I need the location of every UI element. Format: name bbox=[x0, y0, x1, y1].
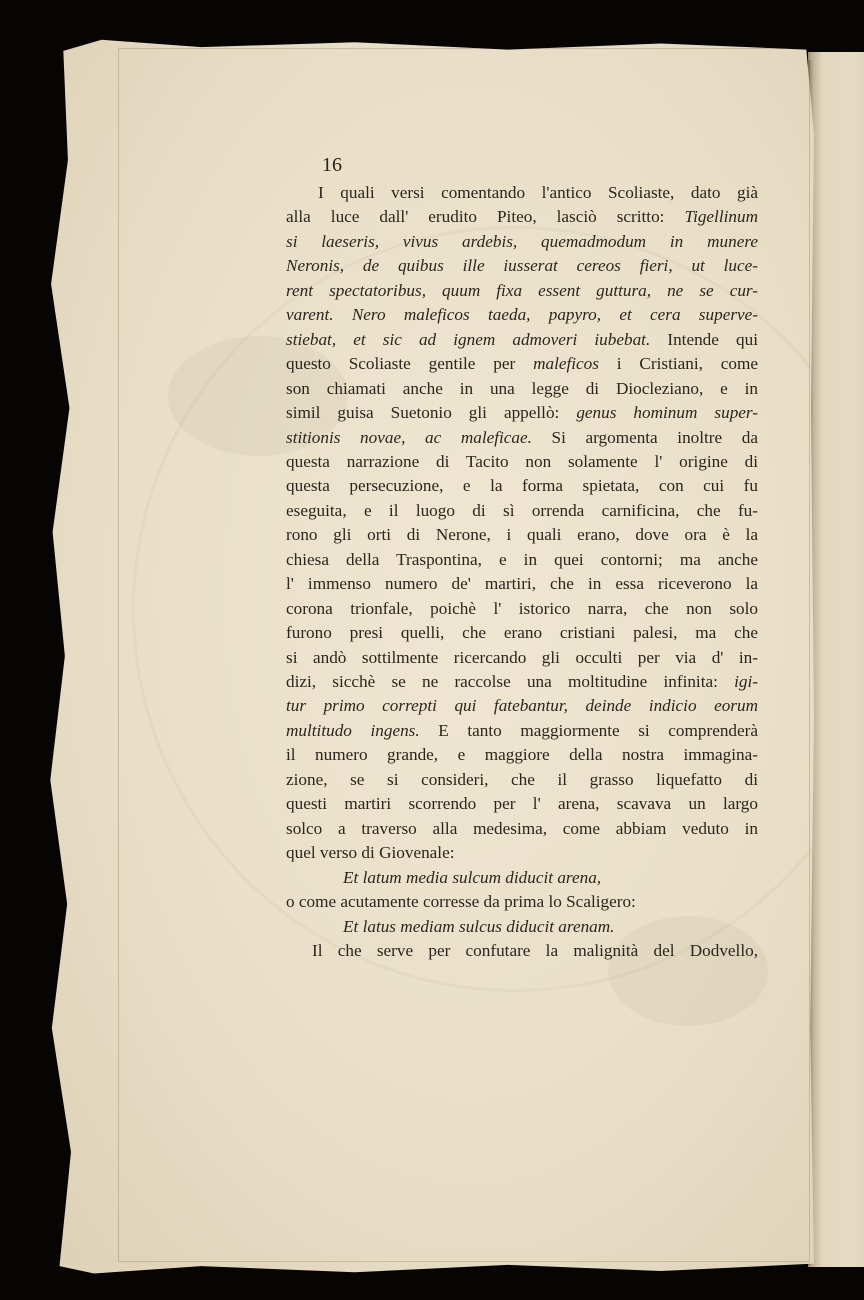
roman-text: Intende qui bbox=[650, 329, 758, 349]
text-line bbox=[286, 279, 758, 303]
roman-text: il numero grande, e maggiore della nostra immagina- bbox=[286, 745, 758, 765]
roman-text: Il che serve per confutare la malignità del Dodvello, bbox=[312, 940, 758, 960]
text-line bbox=[286, 548, 758, 572]
roman-text: l' immenso numero de' martiri, che in essa riceverono la bbox=[286, 574, 758, 594]
roman-text: i Cristiani, come bbox=[598, 354, 758, 374]
text-line bbox=[286, 230, 758, 254]
italic-text: genus hominum super- bbox=[576, 403, 758, 423]
text-line bbox=[286, 205, 758, 229]
roman-text: simil guisa Suetonio gli appellò: bbox=[286, 403, 577, 423]
roman-text: rono gli orti di Nerone, i quali erano, dove ora è la bbox=[286, 525, 758, 545]
roman-text: questa persecuzione, e la forma spietata, con cui fu bbox=[286, 476, 758, 496]
roman-text: dizi, sicchè se ne raccolse una moltitudine infinita: bbox=[286, 672, 735, 691]
text-line bbox=[286, 719, 758, 743]
roman-text: quel verso di Giovenale: bbox=[286, 843, 455, 863]
text-line bbox=[286, 523, 758, 547]
text-line bbox=[286, 646, 758, 670]
italic-text: maleficos bbox=[533, 354, 599, 374]
text-line bbox=[286, 743, 758, 767]
text-line bbox=[318, 181, 758, 205]
italic-text: tur primo correpti qui fatebantur, deinde indicio eorum bbox=[286, 696, 758, 716]
text-line bbox=[286, 817, 758, 841]
roman-text: questa narrazione di Tacito non solamente l' origine di bbox=[286, 451, 758, 471]
roman-text: o come acutamente corresse da prima lo Scaligero: bbox=[286, 892, 636, 912]
roman-text: zione, se si consideri, che il grasso liquefatto di bbox=[286, 769, 758, 789]
italic-text: varent. Nero maleficos taeda, papyro, et cera superve- bbox=[286, 305, 758, 325]
text-line bbox=[286, 768, 758, 792]
text-line bbox=[286, 841, 758, 865]
italic-text: stiebat, et sic ad ignem admoveri iubebat. bbox=[286, 329, 651, 349]
roman-text: Si argomenta inoltre da bbox=[531, 427, 758, 447]
roman-text: questi martiri scorrendo per l' arena, scavava un largo bbox=[286, 794, 758, 814]
roman-text: I quali versi comentando l'antico Scoliaste, dato già bbox=[318, 183, 758, 202]
roman-text: furono presi quelli, che erano cristiani palesi, ma che bbox=[286, 623, 758, 643]
italic-text: igi- bbox=[734, 672, 758, 691]
text-line bbox=[286, 597, 758, 621]
text-line bbox=[286, 890, 758, 914]
text-line bbox=[286, 670, 758, 694]
italic-text: stitionis novae, ac maleficae. bbox=[286, 427, 532, 447]
italic-text: multitudo ingens. bbox=[286, 720, 420, 740]
text-line bbox=[286, 621, 758, 645]
text-line bbox=[286, 572, 758, 596]
roman-text: si andò sottilmente ricercando gli occulti per via d' in- bbox=[286, 647, 758, 667]
italic-text: rent spectatoribus, quum fixa essent guttura, ne se cur- bbox=[286, 280, 758, 300]
text-line bbox=[286, 303, 758, 327]
roman-text: eseguita, e il luogo di sì orrenda carnificina, che fu- bbox=[286, 500, 758, 520]
roman-text: E tanto maggiormente si comprenderà bbox=[419, 720, 759, 740]
italic-text: Et latum media sulcum diducit arena, bbox=[343, 867, 602, 887]
text-line bbox=[286, 450, 758, 474]
text-line bbox=[343, 866, 758, 890]
text-line bbox=[286, 254, 758, 278]
text-line bbox=[343, 915, 758, 939]
text-line bbox=[286, 426, 758, 450]
roman-text: chiesa della Traspontina, e in quei contorni; ma anche bbox=[286, 549, 758, 569]
roman-text: alla luce dall' erudito Piteo, lasciò scritto: bbox=[286, 207, 685, 227]
text-line bbox=[286, 792, 758, 816]
text-line bbox=[286, 377, 758, 401]
roman-text: solco a traverso alla medesima, come abbiam veduto in bbox=[286, 818, 758, 838]
text-line bbox=[286, 328, 758, 352]
roman-text: questo Scoliaste gentile per bbox=[286, 354, 534, 374]
text-line bbox=[286, 352, 758, 376]
text-line bbox=[286, 474, 758, 498]
text-line bbox=[312, 939, 758, 963]
text-line bbox=[286, 499, 758, 523]
italic-text: Neronis, de quibus ille iusserat cereos fieri, ut luce- bbox=[286, 256, 758, 276]
facing-page-edge bbox=[808, 52, 864, 1267]
italic-text: Tigellinum bbox=[684, 207, 758, 227]
italic-text: si laeseris, vivus ardebis, quemadmodum in munere bbox=[286, 231, 758, 251]
text-line bbox=[286, 401, 758, 425]
italic-text: Et latus mediam sulcus diducit arenam. bbox=[343, 916, 615, 936]
roman-text: corona trionfale, poichè l' istorico narra, che non solo bbox=[286, 598, 758, 618]
roman-text: son chiamati anche in una legge di Diocleziano, e in bbox=[286, 378, 758, 398]
text-line bbox=[286, 694, 758, 718]
page-number: 16 bbox=[322, 154, 342, 176]
